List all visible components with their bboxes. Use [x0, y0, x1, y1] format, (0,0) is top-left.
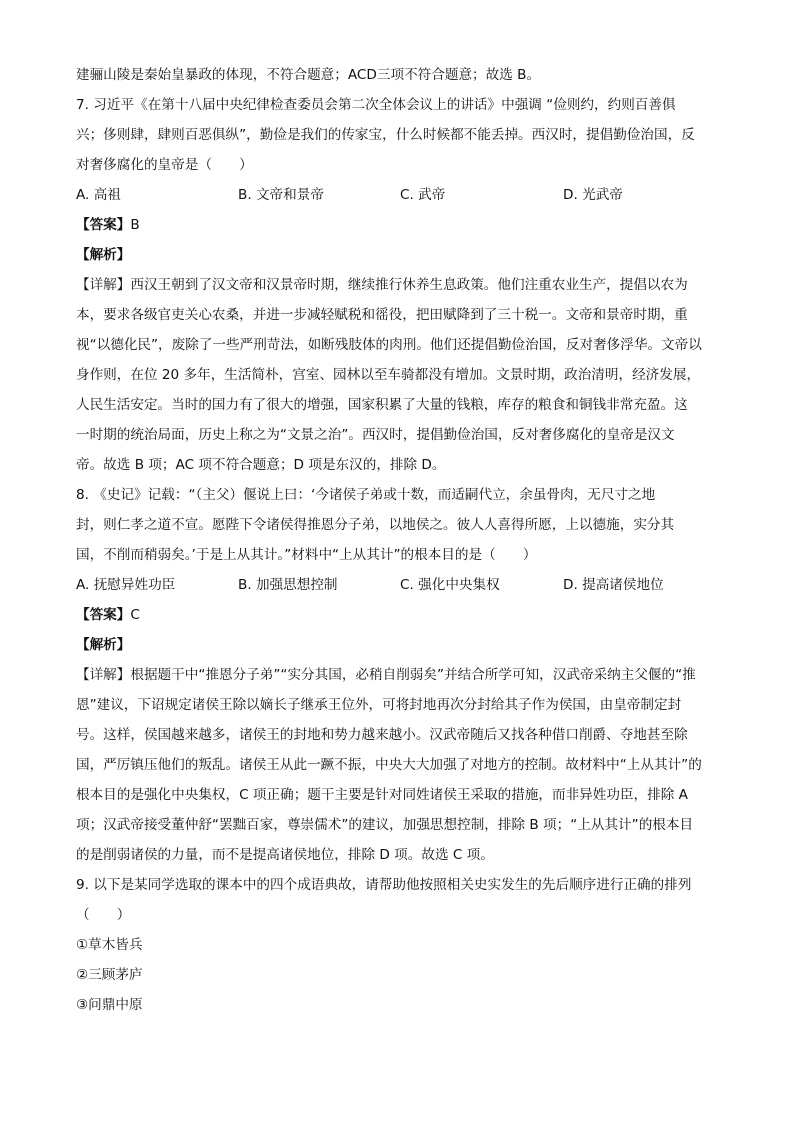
question-7-detail: 【详解】西汉王朝到了汉文帝和汉景帝时期，继续推行休养生息政策。他们注重农业生产，提倡以农为	[76, 277, 688, 293]
option-a: A. 抚慰异姓功臣	[76, 577, 176, 593]
question-7-stem: 兴；侈则肆，肆则百恶俱纵”，勤俭是我们的传家宝，什么时候都不能丢掉。西汉时，提倡勤俭治国，反	[76, 127, 695, 143]
question-7-detail: 人民生活安定。当时的国力有了很大的增强，国家积累了大量的钱粮，库存的粮食和铜钱非常充盈。这	[76, 397, 688, 413]
text-line: 建骊山陵是秦始皇暴政的体现，不符合题意；ACD三项不符合题意；故选 B。	[76, 67, 541, 83]
answer-value: B	[130, 217, 140, 233]
question-9-item: ①草木皆兵	[76, 937, 143, 953]
question-9-stem: 9. 以下是某同学选取的课本中的四个成语典故，请帮助他按照相关史实发生的先后顺序进行正确的排列	[76, 877, 692, 893]
answer-tag: 【答案】	[76, 217, 131, 233]
option-b: B. 文帝和景帝	[238, 187, 324, 203]
option-c: C. 武帝	[400, 187, 446, 203]
question-7-stem: 对奢侈腐化的皇帝是（ ）	[76, 157, 253, 173]
question-9-item: ②三顾茅庐	[76, 967, 143, 983]
question-7-detail: 视“以德化民”，废除了一些严刑苛法，如断残肢体的肉刑。他们还提倡勤俭治国，反对奢侈浮华。文帝以	[76, 337, 702, 353]
question-9-item: ③问鼎中原	[76, 997, 143, 1013]
question-8-analysis-tag: 【解析】	[76, 637, 131, 653]
question-8-detail: 的是削弱诸侯的力量，而不是提高诸侯地位，排除 D 项。故选 C 项。	[76, 847, 494, 863]
question-7-detail: 本，要求各级官吏关心农桑，并进一步减轻赋税和徭役，把田赋降到了三十税一。文帝和景帝时期，重	[76, 307, 688, 323]
option-b: B. 加强思想控制	[238, 577, 338, 593]
question-8-stem: 封，则仁孝之道不宣。愿陛下令诸侯得推恩分子弟，以地侯之。彼人人喜得所愿，上以德施，实分其	[76, 517, 675, 533]
question-8-detail: 号。这样，侯国越来越多，诸侯王的封地和势力越来越小。汉武帝随后又找各种借口削爵、夺地甚至除	[76, 727, 688, 743]
question-8-detail: 【详解】根据题干中“推恩分子弟”“实分其国，必稍自削弱矣”并结合所学可知，汉武帝采纳主父偃的“推	[76, 667, 696, 683]
question-9-stem: （ ）	[76, 907, 131, 923]
answer-value: C	[130, 607, 140, 623]
question-7-options	[76, 180, 724, 210]
option-c: C. 强化中央集权	[400, 577, 500, 593]
option-d: D. 光武帝	[563, 187, 623, 203]
question-8-detail: 根本目的是强化中央集权，C 项正确；题干主要是针对同姓诸侯王采取的措施，而非异姓功臣，排除 A	[76, 787, 688, 803]
question-7-detail: 帝。故选 B 项；AC 项不符合题意；D 项是东汉的，排除 D。	[76, 457, 446, 473]
option-a: A. 高祖	[76, 187, 121, 203]
question-7-detail: 身作则，在位 20 多年，生活简朴，宫室、园林以至车骑都没有增加。文景时期，政治清明，经济发展，	[76, 367, 701, 383]
question-8-stem: 国，不削而稍弱矣。’于是上从其计。”材料中“上从其计”的根本目的是（ ）	[76, 547, 537, 563]
question-8-detail: 项；汉武帝接受董仲舒“罢黜百家，尊崇儒术”的建议，加强思想控制，排除 B 项；“上从其计”的根本目	[76, 817, 694, 833]
question-7-answer	[76, 210, 724, 240]
question-7-detail: 一时期的统治局面，历史上称之为“文景之治”。西汉时，提倡勤俭治国，反对奢侈腐化的皇帝是汉文	[76, 427, 675, 443]
question-8-answer	[76, 600, 724, 630]
question-8-detail: 恩”建议，下诏规定诸侯王除以嫡长子继承王位外，可将封地再次分封给其子作为侯国，由皇帝制定封	[76, 697, 682, 713]
option-d: D. 提高诸侯地位	[563, 577, 664, 593]
question-8-options	[76, 570, 724, 600]
question-7-analysis-tag: 【解析】	[76, 247, 131, 263]
question-8-stem: 8. 《史记》记载：“（主父）偃说上曰：‘今诸侯子弟或十数，而适嗣代立，余虽骨肉，无尺寸之地	[76, 487, 656, 503]
question-7-stem: 7. 习近平《在第十八届中央纪律检查委员会第二次全体会议上的讲话》中强调 “俭则约，约则百善俱	[76, 97, 676, 113]
answer-tag: 【答案】	[76, 607, 131, 623]
question-8-detail: 国，严厉镇压他们的叛乱。诸侯王从此一蹶不振，中央大大加强了对地方的控制。故材料中“上从其计”的	[76, 757, 702, 773]
